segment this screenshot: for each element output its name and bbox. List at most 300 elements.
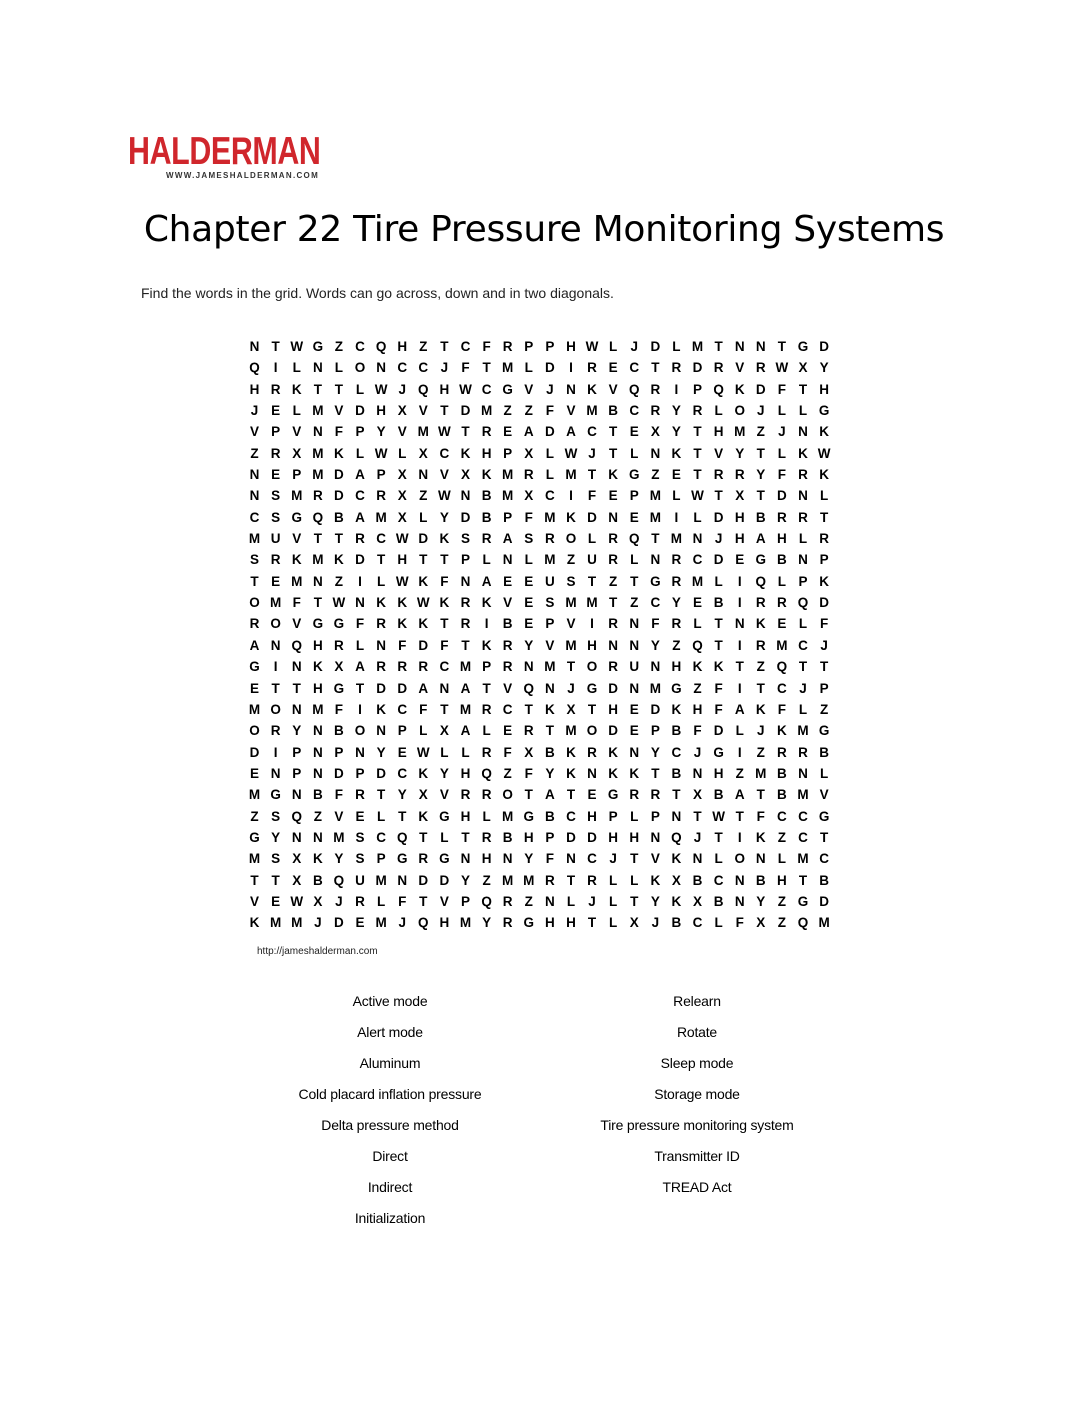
grid-letter: U bbox=[355, 872, 365, 888]
grid-letter: D bbox=[355, 403, 365, 419]
grid-letter: A bbox=[481, 573, 492, 589]
grid-letter: R bbox=[608, 616, 619, 632]
word-list-right bbox=[547, 986, 847, 1203]
grid-letter: B bbox=[502, 829, 513, 845]
grid-letter: R bbox=[376, 616, 386, 632]
grid-letter: K bbox=[460, 445, 471, 461]
grid-letter: Q bbox=[375, 339, 387, 354]
grid-letter: R bbox=[334, 637, 344, 653]
grid-letter: R bbox=[671, 616, 682, 632]
grid-letter: Y bbox=[650, 744, 660, 760]
grid-letter: B bbox=[481, 509, 492, 525]
grid-letter: P bbox=[545, 339, 555, 354]
grid-letter: H bbox=[608, 829, 619, 845]
grid-letter: T bbox=[587, 915, 597, 931]
grid-letter: N bbox=[755, 339, 766, 354]
grid-letter: Q bbox=[628, 381, 640, 397]
grid-letter: R bbox=[249, 616, 260, 632]
grid-letter: I bbox=[737, 680, 742, 696]
grid-letter: Q bbox=[523, 680, 535, 696]
grid-letter: M bbox=[670, 531, 683, 547]
grid-letter: N bbox=[291, 787, 302, 803]
grid-letter: Y bbox=[671, 403, 681, 419]
grid-letter: W bbox=[395, 573, 409, 589]
grid-letter: J bbox=[757, 723, 765, 739]
grid-letter: K bbox=[819, 573, 829, 589]
grid-letter: T bbox=[524, 701, 533, 717]
grid-letter: D bbox=[418, 531, 429, 547]
grid-letter: M bbox=[333, 829, 345, 845]
grid-letter: G bbox=[502, 381, 513, 397]
grid-letter: K bbox=[819, 467, 829, 483]
grid-letter: N bbox=[291, 659, 302, 675]
grid-letter: Y bbox=[439, 509, 449, 525]
grid-letter: J bbox=[440, 360, 449, 376]
grid-letter: K bbox=[713, 659, 724, 675]
grid-letter: G bbox=[249, 659, 260, 675]
grid-letter: R bbox=[460, 595, 471, 611]
grid-letter: P bbox=[650, 808, 660, 824]
grid-letter: D bbox=[439, 872, 450, 888]
grid-letter: M bbox=[502, 360, 514, 376]
grid-letter: T bbox=[376, 552, 386, 568]
grid-letter: R bbox=[397, 659, 408, 675]
grid-letter: G bbox=[818, 808, 830, 824]
grid-letter: E bbox=[250, 680, 260, 696]
grid-letter: W bbox=[438, 424, 451, 440]
grid-letter: Z bbox=[777, 915, 787, 931]
grid-letter: L bbox=[693, 509, 702, 525]
grid-letter: B bbox=[544, 744, 555, 760]
grid-letter: K bbox=[397, 616, 408, 632]
grid-letter: Z bbox=[651, 467, 660, 483]
grid-letter: Q bbox=[291, 808, 302, 824]
grid-letter: H bbox=[544, 915, 555, 931]
grid-letter: T bbox=[756, 787, 765, 803]
grid-letter: L bbox=[376, 893, 386, 909]
grid-letter: N bbox=[755, 851, 766, 867]
grid-letter: P bbox=[334, 744, 344, 760]
grid-letter: Z bbox=[419, 339, 428, 354]
grid-letter: M bbox=[312, 467, 324, 483]
grid-letter: X bbox=[735, 488, 745, 504]
grid-letter: T bbox=[609, 424, 618, 440]
grid-letter: D bbox=[334, 467, 344, 483]
grid-letter: M bbox=[586, 595, 598, 611]
grid-letter: J bbox=[314, 915, 322, 931]
grid-letter: C bbox=[502, 701, 513, 717]
grid-letter: T bbox=[819, 829, 829, 845]
grid-letter: H bbox=[566, 915, 576, 931]
grid-letter: N bbox=[270, 637, 281, 653]
grid-letter: S bbox=[250, 552, 260, 568]
grid-letter: F bbox=[419, 701, 428, 717]
grid-letter: N bbox=[734, 893, 745, 909]
grid-letter: N bbox=[249, 467, 260, 483]
grid-letter: Q bbox=[671, 829, 682, 845]
grid-letter: K bbox=[755, 829, 766, 845]
grid-letter: T bbox=[630, 573, 639, 589]
page-title: Chapter 22 Tire Pressure Monitoring Systems bbox=[143, 209, 945, 250]
grid-letter: R bbox=[819, 531, 829, 547]
grid-letter: K bbox=[566, 765, 576, 781]
grid-letter: L bbox=[292, 360, 301, 376]
grid-letter: V bbox=[650, 851, 660, 867]
grid-letter: N bbox=[544, 893, 555, 909]
grid-letter: D bbox=[376, 765, 386, 781]
grid-letter: O bbox=[502, 787, 513, 803]
grid-letter: F bbox=[714, 701, 723, 717]
grid-letter: R bbox=[734, 467, 745, 483]
grid-letter: A bbox=[502, 531, 513, 547]
grid-letter: Y bbox=[524, 851, 534, 867]
grid-letter: E bbox=[250, 765, 260, 781]
grid-letter: W bbox=[691, 488, 704, 504]
grid-letter: F bbox=[777, 701, 787, 717]
grid-letter: L bbox=[440, 829, 449, 845]
grid-letter: H bbox=[397, 552, 408, 568]
grid-letter: Q bbox=[418, 381, 429, 397]
grid-letter: T bbox=[271, 680, 280, 696]
grid-letter: M bbox=[312, 552, 324, 568]
grid-letter: R bbox=[692, 403, 703, 419]
grid-letter: N bbox=[397, 872, 408, 888]
word-list-item: Direct bbox=[372, 1148, 408, 1164]
grid-letter: L bbox=[735, 723, 744, 739]
grid-letter: C bbox=[397, 360, 408, 376]
grid-letter: Y bbox=[524, 637, 534, 653]
grid-letter: R bbox=[481, 744, 492, 760]
grid-letter: X bbox=[292, 445, 302, 461]
grid-letter: G bbox=[523, 808, 535, 824]
grid-letter: M bbox=[523, 872, 535, 888]
grid-letter: X bbox=[566, 701, 576, 717]
grid-letter: X bbox=[693, 893, 703, 909]
grid-letter: H bbox=[481, 851, 492, 867]
grid-letter: D bbox=[819, 595, 829, 611]
grid-letter: L bbox=[693, 616, 702, 632]
grid-letter: E bbox=[629, 509, 639, 525]
grid-letter: F bbox=[334, 701, 344, 717]
grid-letter: G bbox=[818, 403, 830, 419]
grid-letter: R bbox=[608, 659, 619, 675]
grid-letter: N bbox=[798, 488, 808, 504]
grid-letter: Y bbox=[671, 595, 681, 611]
grid-letter: L bbox=[798, 616, 808, 632]
grid-letter: X bbox=[650, 424, 660, 440]
grid-letter: Z bbox=[250, 808, 259, 824]
grid-letter: N bbox=[608, 637, 619, 653]
grid-letter: P bbox=[629, 488, 639, 504]
grid-letter: D bbox=[334, 915, 344, 931]
grid-letter: T bbox=[250, 573, 259, 589]
grid-letter: B bbox=[481, 488, 492, 504]
grid-letter: S bbox=[271, 509, 281, 525]
grid-letter: P bbox=[355, 424, 365, 440]
grid-letter: H bbox=[713, 765, 724, 781]
grid-letter: X bbox=[798, 360, 808, 376]
grid-letter: C bbox=[439, 659, 450, 675]
grid-letter: W bbox=[416, 595, 430, 611]
grid-letter: N bbox=[439, 680, 450, 696]
grid-letter: N bbox=[692, 851, 703, 867]
grid-letter: K bbox=[334, 445, 344, 461]
grid-letter: F bbox=[503, 744, 512, 760]
grid-letter: N bbox=[376, 723, 386, 739]
grid-letter: L bbox=[482, 808, 491, 824]
grid-letter: R bbox=[523, 467, 534, 483]
grid-letter: I bbox=[569, 360, 573, 376]
grid-letter: M bbox=[291, 573, 303, 589]
grid-letter: T bbox=[756, 488, 765, 504]
grid-letter: N bbox=[650, 659, 661, 675]
grid-letter: Z bbox=[566, 552, 576, 568]
grid-letter: T bbox=[524, 787, 533, 803]
grid-letter: I bbox=[358, 701, 362, 717]
grid-letter: Z bbox=[524, 893, 533, 909]
grid-letter: N bbox=[523, 659, 534, 675]
grid-letter: R bbox=[777, 595, 787, 611]
grid-letter: L bbox=[440, 744, 449, 760]
grid-letter: L bbox=[630, 808, 639, 824]
grid-letter: G bbox=[396, 851, 408, 867]
grid-letter: M bbox=[586, 403, 598, 419]
grid-letter: R bbox=[650, 381, 661, 397]
grid-letter: D bbox=[650, 339, 661, 354]
grid-letter: H bbox=[587, 637, 597, 653]
grid-letter: R bbox=[671, 573, 682, 589]
grid-letter: X bbox=[524, 488, 534, 504]
grid-letter: P bbox=[292, 467, 302, 483]
grid-letter: Q bbox=[312, 509, 324, 525]
grid-letter: F bbox=[651, 616, 660, 632]
grid-letter: D bbox=[777, 488, 787, 504]
grid-letter: N bbox=[312, 829, 323, 845]
grid-letter: D bbox=[334, 488, 344, 504]
grid-letter: J bbox=[567, 680, 575, 696]
grid-letter: T bbox=[630, 893, 639, 909]
grid-letter: Q bbox=[291, 637, 302, 653]
grid-letter: J bbox=[588, 893, 596, 909]
grid-letter: H bbox=[777, 872, 787, 888]
grid-letter: D bbox=[713, 552, 724, 568]
grid-letter: X bbox=[418, 787, 428, 803]
grid-letter: G bbox=[270, 787, 281, 803]
grid-letter: R bbox=[355, 893, 365, 909]
grid-letter: K bbox=[671, 445, 682, 461]
grid-letter: P bbox=[355, 765, 365, 781]
grid-letter: N bbox=[291, 829, 302, 845]
grid-letter: J bbox=[398, 915, 406, 931]
grid-letter: L bbox=[355, 445, 365, 461]
grid-letter: X bbox=[397, 488, 407, 504]
grid-letter: M bbox=[649, 509, 661, 525]
grid-letter: M bbox=[248, 851, 261, 867]
grid-letter: I bbox=[737, 595, 742, 611]
grid-letter: F bbox=[777, 381, 787, 397]
grid-letter: M bbox=[248, 701, 261, 717]
grid-letter: H bbox=[249, 381, 260, 397]
grid-letter: M bbox=[502, 808, 514, 824]
grid-letter: N bbox=[355, 744, 365, 760]
grid-letter: L bbox=[777, 445, 787, 461]
word-list-item: Tire pressure monitoring system bbox=[600, 1117, 794, 1133]
grid-letter: Z bbox=[503, 765, 512, 781]
grid-letter: A bbox=[460, 723, 471, 739]
grid-letter: I bbox=[484, 616, 489, 632]
grid-letter: H bbox=[734, 509, 745, 525]
grid-letter: R bbox=[270, 445, 281, 461]
grid-letter: M bbox=[459, 659, 472, 675]
grid-letter: M bbox=[375, 872, 387, 888]
grid-letter: Z bbox=[334, 573, 344, 589]
instructions: Find the words in the grid. Words can go across, down and in two diagonals. bbox=[141, 285, 614, 301]
word-list-item: Sleep mode bbox=[660, 1055, 734, 1071]
grid-letter: T bbox=[545, 723, 554, 739]
grid-letter: H bbox=[608, 701, 619, 717]
grid-letter: S bbox=[524, 531, 534, 547]
grid-letter: T bbox=[376, 787, 386, 803]
grid-letter: E bbox=[587, 787, 597, 803]
grid-letter: K bbox=[671, 893, 682, 909]
grid-letter: K bbox=[249, 915, 260, 931]
grid-letter: M bbox=[544, 552, 556, 568]
grid-letter: Q bbox=[776, 659, 788, 675]
grid-letter: N bbox=[312, 360, 323, 376]
grid-letter: T bbox=[651, 531, 660, 547]
grid-letter: E bbox=[503, 573, 513, 589]
grid-letter: J bbox=[693, 829, 702, 845]
grid-letter: A bbox=[755, 531, 766, 547]
grid-letter: R bbox=[502, 637, 513, 653]
grid-letter: B bbox=[671, 915, 682, 931]
grid-letter: F bbox=[292, 595, 301, 611]
grid-letter: R bbox=[418, 659, 429, 675]
grid-letter: M bbox=[248, 787, 261, 803]
grid-letter: Z bbox=[756, 659, 765, 675]
grid-letter: M bbox=[544, 659, 556, 675]
grid-letter: N bbox=[312, 744, 323, 760]
grid-letter: B bbox=[692, 872, 703, 888]
grid-letter: P bbox=[376, 467, 386, 483]
grid-letter: S bbox=[271, 488, 281, 504]
grid-letter: T bbox=[419, 893, 428, 909]
grid-letter: M bbox=[649, 488, 661, 504]
grid-letter: C bbox=[481, 381, 492, 397]
grid-letter: F bbox=[735, 915, 744, 931]
grid-letter: H bbox=[566, 339, 576, 354]
grid-letter: O bbox=[565, 531, 577, 547]
grid-letter: V bbox=[439, 893, 449, 909]
grid-letter: K bbox=[291, 552, 302, 568]
grid-letter: E bbox=[397, 744, 407, 760]
grid-letter: Z bbox=[756, 424, 765, 440]
grid-letter: Y bbox=[376, 744, 386, 760]
grid-letter: D bbox=[819, 893, 829, 909]
grid-letter: V bbox=[292, 531, 302, 547]
grid-letter: R bbox=[270, 552, 281, 568]
grid-letter: J bbox=[757, 403, 765, 419]
grid-letter: H bbox=[312, 680, 323, 696]
grid-letter: M bbox=[502, 467, 514, 483]
grid-letter: K bbox=[397, 595, 408, 611]
grid-letter: W bbox=[712, 808, 725, 824]
grid-letter: Z bbox=[419, 488, 428, 504]
grid-letter: K bbox=[312, 851, 323, 867]
grid-letter: D bbox=[418, 637, 429, 653]
grid-letter: L bbox=[798, 403, 808, 419]
grid-letter: M bbox=[375, 509, 387, 525]
grid-letter: Y bbox=[756, 893, 766, 909]
grid-letter: T bbox=[398, 808, 407, 824]
grid-letter: F bbox=[545, 403, 554, 419]
grid-letter: T bbox=[461, 637, 470, 653]
grid-letter: B bbox=[312, 787, 323, 803]
grid-letter: X bbox=[460, 467, 470, 483]
grid-letter: G bbox=[797, 893, 809, 909]
word-list-item: Cold placard inflation pressure bbox=[298, 1086, 482, 1102]
grid-letter: T bbox=[482, 360, 491, 376]
grid-letter: R bbox=[587, 744, 597, 760]
grid-letter: I bbox=[569, 488, 573, 504]
grid-letter: R bbox=[650, 787, 661, 803]
grid-letter: G bbox=[291, 509, 302, 525]
grid-letter: I bbox=[590, 616, 594, 632]
grid-letter: N bbox=[734, 616, 745, 632]
grid-letter: Y bbox=[439, 765, 449, 781]
grid-letter: P bbox=[608, 808, 618, 824]
grid-letter: L bbox=[630, 872, 639, 888]
word-list-item: Relearn bbox=[673, 993, 721, 1009]
grid-letter: C bbox=[798, 637, 808, 653]
grid-letter: F bbox=[819, 616, 829, 632]
grid-letter: D bbox=[587, 509, 597, 525]
grid-letter: H bbox=[587, 808, 597, 824]
grid-letter: G bbox=[333, 680, 345, 696]
grid-letter: N bbox=[629, 616, 640, 632]
grid-letter: K bbox=[291, 381, 302, 397]
grid-letter: O bbox=[586, 723, 598, 739]
grid-letter: F bbox=[461, 360, 470, 376]
grid-letter: G bbox=[650, 573, 661, 589]
grid-letter: M bbox=[755, 765, 767, 781]
grid-letter: P bbox=[460, 893, 470, 909]
grid-letter: P bbox=[503, 509, 513, 525]
grid-letter: E bbox=[524, 595, 534, 611]
grid-letter: P bbox=[798, 573, 808, 589]
grid-letter: B bbox=[334, 509, 344, 525]
grid-letter: P bbox=[650, 723, 660, 739]
grid-letter: V bbox=[292, 616, 302, 632]
grid-letter: T bbox=[609, 445, 618, 461]
grid-letter: L bbox=[524, 360, 533, 376]
grid-letter: L bbox=[819, 488, 829, 504]
grid-letter: L bbox=[798, 531, 808, 547]
grid-letter: R bbox=[777, 509, 787, 525]
grid-letter: C bbox=[397, 765, 408, 781]
grid-letter: L bbox=[777, 403, 787, 419]
grid-letter: N bbox=[418, 467, 429, 483]
grid-letter: E bbox=[629, 723, 639, 739]
grid-letter: O bbox=[734, 851, 745, 867]
grid-letter: M bbox=[544, 509, 556, 525]
grid-letter: E bbox=[629, 424, 639, 440]
grid-letter: K bbox=[376, 595, 386, 611]
grid-letter: R bbox=[713, 360, 724, 376]
grid-letter: T bbox=[714, 829, 723, 845]
grid-letter: R bbox=[502, 893, 513, 909]
grid-letter: X bbox=[397, 509, 407, 525]
